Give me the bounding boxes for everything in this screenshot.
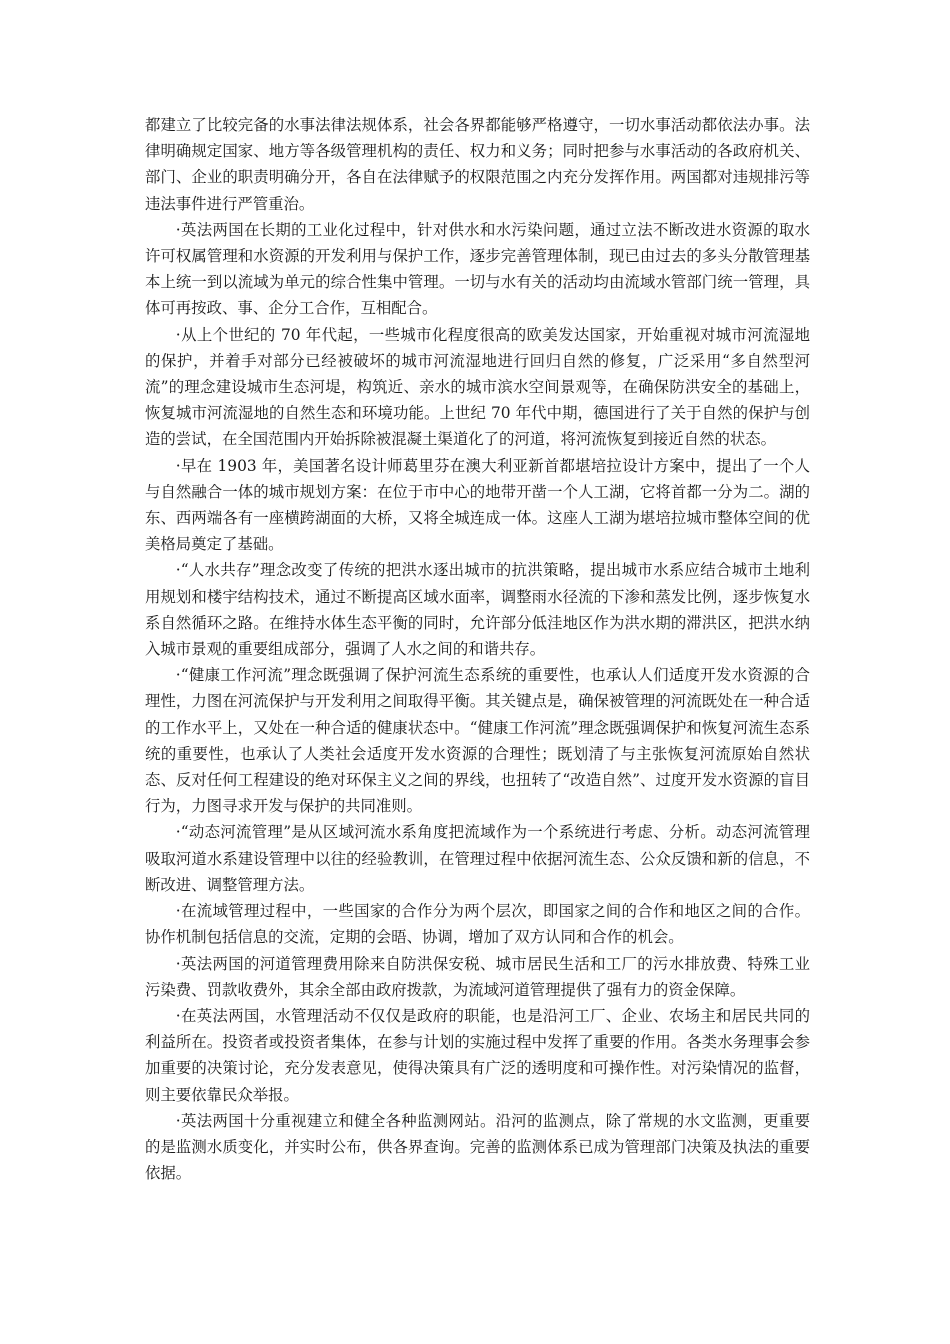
paragraph-public-participation: ·在英法两国，水管理活动不仅仅是政府的职能，也是沿河工厂、企业、农场主和居民共同的利益所在。投资者或投资者集体，在参与计划的实施过程中发挥了重要的作用。各类水务理事会参加重要的决策讨论，充分发表意见，使得决策具有广泛的透明度和可操作性。对污染情况的监督，则主要依靠民众举报。 xyxy=(145,1006,810,1104)
paragraph-river-wetland-restoration: ·从上个世纪的 70 年代起，一些城市化程度很高的欧美发达国家，开始重视对城市河流湿地的保护，并着手对部分已经被破坏的城市河流湿地进行回归自然的修复，广泛采用“多自然型河流”的理念建设城市生态河堤，构筑近、亲水的城市滨水空间景观等，在确保防洪安全的基础上，恢复城市河流湿地的自然生态和环境功能。上世纪 70 年代中期，德国进行了关于自然的保护与创造的尝试，在全国范围内开始拆除被混凝土渠道化了的河道，将河流恢复到接近自然的状态。 xyxy=(145,325,810,449)
paragraph-water-management-system: ·英法两国在长期的工业化过程中，针对供水和水污染问题，通过立法不断改进水资源的取水许可权属管理和水资源的开发利用与保护工作，逐步完善管理体制，现已由过去的多头分散管理基本上统一到以流域为单元的综合性集中管理。一切与水有关的活动均由流域水管部门统一管理，具体可再按政、事、企分工合作，互相配合。 xyxy=(145,220,810,318)
paragraph-dynamic-river-management: ·“动态河流管理”是从区域河流水系角度把流域作为一个系统进行考虑、分析。动态河流管理吸取河道水系建设管理中以往的经验教训，在管理过程中依据河流生态、公众反馈和新的信息，不断改进、调整管理方法。 xyxy=(145,823,810,894)
paragraph-canberra-plan: ·早在 1903 年，美国著名设计师葛里芬在澳大利亚新首都堪培拉设计方案中，提出了一个人与自然融合一体的城市规划方案：在位于市中心的地带开凿一个人工湖，它将首都一分为二。湖的东、西两端各有一座横跨湖面的大桥，又将全城连成一体。这座人工湖为堪培拉城市整体空间的优美格局奠定了基础。 xyxy=(145,456,810,554)
paragraph-healthy-working-river: ·“健康工作河流”理念既强调了保护河流生态系统的重要性，也承认人们适度开发水资源的合理性，力图在河流保护与开发利用之间取得平衡。其关键点是，确保被管理的河流既处在一种合适的工作水平上，又处在一种合适的健康状态中。“健康工作河流”理念既强调保护和恢复河流生态系统的重要性，也承认了人类社会适度开发水资源的合理性；既划清了与主张恢复河流原始自然状态、反对任何工程建设的绝对环保主义之间的界线，也扭转了“改造自然”、过度开发水资源的盲目行为，力图寻求开发与保护的共同准则。 xyxy=(145,666,810,816)
document-body xyxy=(145,112,810,1186)
paragraph-basin-cooperation: ·在流域管理过程中，一些国家的合作分为两个层次，即国家之间的合作和地区之间的合作。协作机制包括信息的交流，定期的会晤、协调，增加了双方认同和合作的机会。 xyxy=(145,902,810,947)
paragraph-continued: 都建立了比较完备的水事法律法规体系，社会各界都能够严格遵守，一切水事活动都依法办事。法律明确规定国家、地方等各级管理机构的责任、权力和义务；同时把参与水事活动的各政府机关、部门、企业的职责明确分开，各自在法律赋予的权限范围之内充分发挥作用。两国都对违规排污等违法事件进行严管重治。 xyxy=(145,116,810,213)
paragraph-monitoring-network: ·英法两国十分重视建立和健全各种监测网站。沿河的监测点，除了常规的水文监测，更重要的是监测水质变化，并实时公布，供各界查询。完善的监测体系已成为管理部门决策及执法的重要依据。 xyxy=(145,1111,810,1183)
paragraph-management-funding: ·英法两国的河道管理费用除来自防洪保安税、城市居民生活和工厂的污水排放费、特殊工业污染费、罚款收费外，其余全部由政府拨款，为流域河道管理提供了强有力的资金保障。 xyxy=(145,954,810,999)
paragraph-human-water-coexistence: ·“人水共存”理念改变了传统的把洪水逐出城市的抗洪策略，提出城市水系应结合城市土地利用规划和楼宇结构技术，通过不断提高区域水面率，调整雨水径流的下渗和蒸发比例，逐步恢复水系自然循环之路。在维持水体生态平衡的同时，允许部分低洼地区作为洪水期的滞洪区，把洪水纳入城市景观的重要组成部分，强调了人水之间的和谐共存。 xyxy=(145,561,810,659)
